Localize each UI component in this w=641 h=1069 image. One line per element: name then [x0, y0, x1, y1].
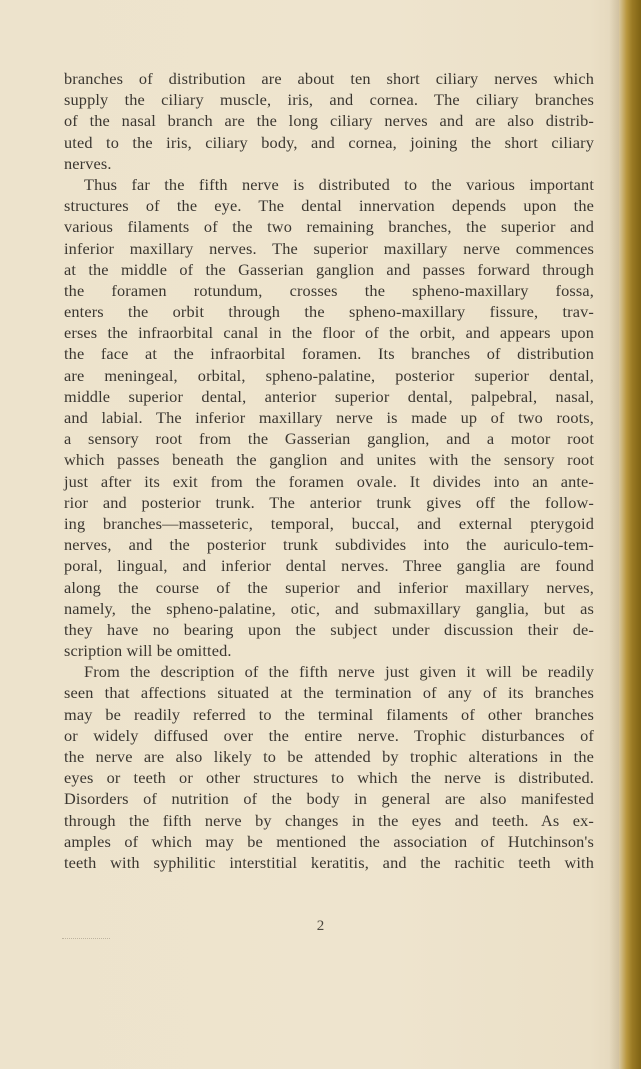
- text-line: the nerve are also likely to be attended by trophic alterations in the: [64, 747, 594, 766]
- text-line: ing branches—masseteric, temporal, buccal, and external pterygoid: [64, 513, 594, 533]
- text-line: nerves, and the posterior trunk subdivides into the auriculo-tem-: [64, 535, 594, 555]
- text-line: From the description of the fifth nerve just given it will be readily: [84, 662, 594, 682]
- text-line: or widely diffused over the entire nerve. Trophic disturbances of: [64, 725, 594, 745]
- text-line: various filaments of the two remaining branches, the superior and: [64, 217, 594, 237]
- text-line: scription will be omitted.: [64, 641, 232, 661]
- body-text: [64, 68, 594, 873]
- page-number: 2: [316, 918, 325, 934]
- text-line: are meningeal, orbital, spheno-palatine, posterior superior dental,: [64, 365, 594, 385]
- book-spine-edge: [619, 0, 641, 1069]
- text-line: the face at the infraorbital foramen. Its branches of distribution: [64, 344, 594, 364]
- text-line: enters the orbit through the spheno-maxillary fissure, trav-: [64, 302, 594, 322]
- text-line: namely, the spheno-palatine, otic, and submaxillary ganglia, but as: [64, 598, 594, 618]
- text-line: uted to the iris, ciliary body, and cornea, joining the short ciliary: [64, 132, 594, 152]
- text-line: amples of which may be mentioned the association of Hutchinson's: [64, 831, 594, 851]
- text-line: the foramen rotundum, crosses the spheno-maxillary fossa,: [64, 280, 594, 300]
- text-line: rior and posterior trunk. The anterior trunk gives off the follow-: [64, 492, 594, 512]
- text-line: erses the infraorbital canal in the floor of the orbit, and appears upon: [64, 323, 594, 343]
- text-line: Disorders of nutrition of the body in general are also manifested: [64, 789, 594, 809]
- text-line: which passes beneath the ganglion and unites with the sensory root: [64, 450, 594, 470]
- text-line: Thus far the fifth nerve is distributed to the various important: [84, 174, 594, 194]
- text-line: poral, lingual, and inferior dental nerves. Three ganglia are found: [64, 556, 594, 576]
- text-line: eyes or teeth or other structures to which the nerve is distributed.: [64, 768, 594, 788]
- text-line: a sensory root from the Gasserian ganglion, and a motor root: [64, 429, 594, 449]
- text-line: middle superior dental, anterior superior dental, palpebral, nasal,: [64, 386, 594, 406]
- text-line: of the nasal branch are the long ciliary nerves and are also distrib-: [64, 111, 594, 131]
- text-line: structures of the eye. The dental innervation depends upon the: [64, 196, 594, 216]
- text-line: nerves.: [64, 153, 112, 173]
- text-line: may be readily referred to the terminal filaments of other branches: [64, 704, 594, 724]
- text-line: inferior maxillary nerves. The superior maxillary nerve commences: [64, 238, 594, 258]
- text-line: through the fifth nerve by changes in the eyes and teeth. As ex-: [64, 810, 594, 830]
- text-line: branches of distribution are about ten short ciliary nerves which: [64, 69, 594, 88]
- text-line: they have no bearing upon the subject under discussion their de-: [64, 619, 594, 639]
- page-gutter-shadow: [609, 0, 619, 1069]
- text-line: at the middle of the Gasserian ganglion and passes forward through: [64, 259, 594, 279]
- text-line: seen that affections situated at the termination of any of its branches: [64, 683, 594, 703]
- text-line: just after its exit from the foramen ovale. It divides into an ante-: [64, 471, 594, 491]
- paper-smudge: [62, 938, 110, 941]
- text-line: along the course of the superior and inferior maxillary nerves,: [64, 577, 594, 597]
- text-line: teeth with syphilitic interstitial keratitis, and the rachitic teeth with: [64, 852, 594, 872]
- text-line: and labial. The inferior maxillary nerve is made up of two roots,: [64, 408, 594, 427]
- text-line: supply the ciliary muscle, iris, and cornea. The ciliary branches: [64, 90, 594, 110]
